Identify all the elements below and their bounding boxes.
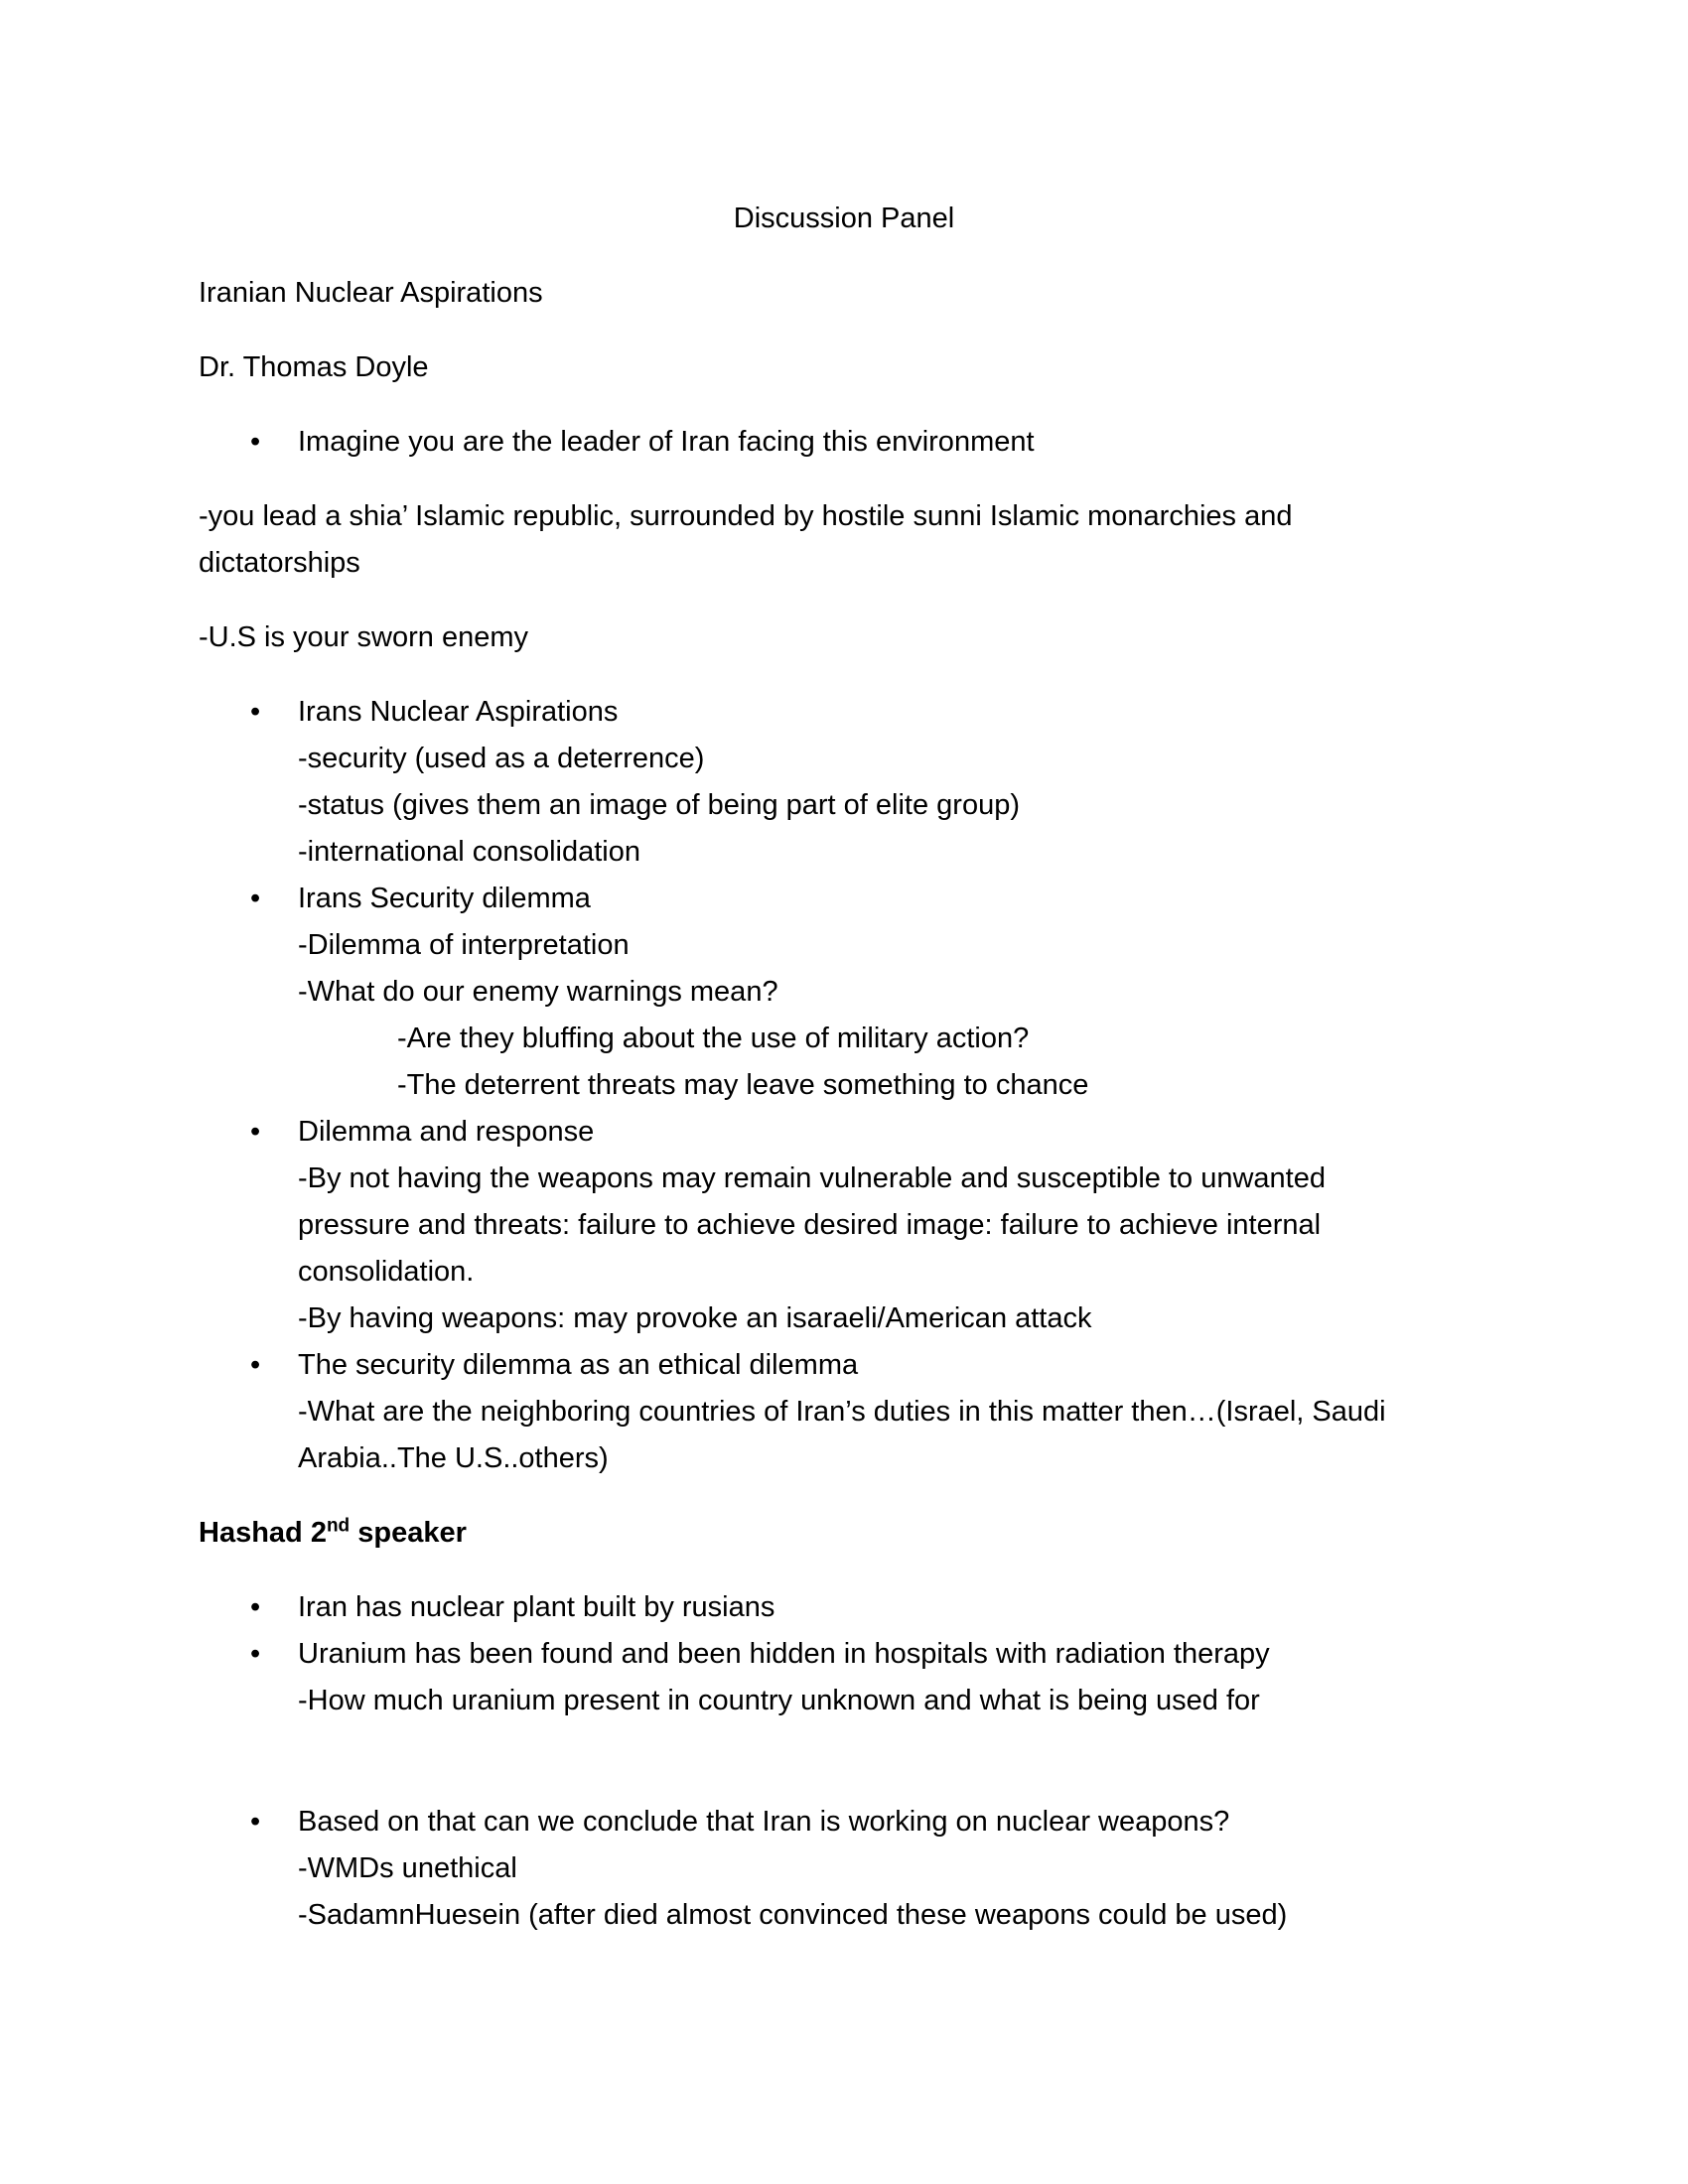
- bullet-text: Based on that can we conclude that Iran is working on nuclear weapons?: [298, 1806, 1230, 1838]
- sub-line: -WMDs unethical: [298, 1852, 517, 1884]
- sub-line: -international consolidation: [298, 836, 640, 868]
- bullet-icon: •: [250, 1806, 261, 1838]
- sub-line: -SadamnHuesein (after died almost convinced these weapons could be used): [298, 1899, 1288, 1931]
- sub-line: -By having weapons: may provoke an isaraeli/American attack: [298, 1302, 1092, 1334]
- intro-subtitle: Iranian Nuclear Aspirations: [199, 277, 543, 309]
- bullet-text: Irans Nuclear Aspirations: [298, 696, 619, 728]
- bullet-icon: •: [250, 426, 261, 458]
- context-paragraph-line: dictatorships: [199, 547, 360, 579]
- enemy-paragraph: -U.S is your sworn enemy: [199, 621, 528, 653]
- hashad-bullet-list-1: [199, 1584, 1489, 1724]
- bullet-item: [199, 1342, 1489, 1482]
- context-paragraph: [199, 493, 1489, 587]
- sub-line: -By not having the weapons may remain vulnerable and susceptible to unwanted: [298, 1162, 1326, 1194]
- bullet-item: [199, 1799, 1489, 1939]
- sub-line: pressure and threats: failure to achieve desired image: failure to achieve internal: [298, 1209, 1322, 1241]
- bullet-text: Imagine you are the leader of Iran facing this environment: [298, 426, 1035, 458]
- bullet-item: [199, 876, 1489, 1109]
- lead-bullet-list: [199, 419, 1489, 466]
- sub-line: -status (gives them an image of being part of elite group): [298, 789, 1020, 821]
- bullet-icon: •: [250, 883, 261, 914]
- sub-line: -The deterrent threats may leave something to chance: [397, 1069, 1089, 1101]
- bullet-text: Dilemma and response: [298, 1116, 595, 1148]
- sub-line: -Are they bluffing about the use of military action?: [397, 1023, 1030, 1054]
- bullet-icon: •: [250, 1116, 261, 1148]
- bullet-item: [199, 689, 1489, 876]
- intro-author: Dr. Thomas Doyle: [199, 351, 429, 383]
- bullet-text: Iran has nuclear plant built by rusians: [298, 1591, 775, 1623]
- bullet-item: [199, 1631, 1489, 1724]
- bullet-icon: •: [250, 1638, 261, 1670]
- bullet-item: [199, 1109, 1489, 1342]
- sub-line: -Dilemma of interpretation: [298, 929, 630, 961]
- section-heading-hashad: [199, 1510, 1489, 1557]
- sub-line: -How much uranium present in country unknown and what is being used for: [298, 1685, 1260, 1716]
- sub-line: -What are the neighboring countries of Iran’s duties in this matter then…(Israel, Saudi: [298, 1396, 1386, 1428]
- bullet-text: The security dilemma as an ethical dilemma: [298, 1349, 859, 1381]
- heading-prefix: Hashad 2: [199, 1517, 327, 1549]
- bullet-item: [199, 419, 1489, 466]
- bullet-icon: •: [250, 1591, 261, 1623]
- sub-line: consolidation.: [298, 1256, 475, 1288]
- heading-suffix: speaker: [350, 1517, 467, 1549]
- context-paragraph-line: -you lead a shia’ Islamic republic, surrounded by hostile sunni Islamic monarchies and: [199, 500, 1293, 532]
- document-title: Discussion Panel: [733, 203, 955, 234]
- sub-line: -What do our enemy warnings mean?: [298, 976, 778, 1008]
- bullet-icon: •: [250, 696, 261, 728]
- doyle-bullet-list: [199, 689, 1489, 1482]
- bullet-icon: •: [250, 1349, 261, 1381]
- sub-line: Arabia..The U.S..others): [298, 1442, 609, 1474]
- bullet-item: [199, 1584, 1489, 1631]
- blank-line-spacer: [199, 1724, 1489, 1799]
- hashad-bullet-list-2: [199, 1799, 1489, 1939]
- bullet-text: Irans Security dilemma: [298, 883, 591, 914]
- sub-line: -security (used as a deterrence): [298, 743, 705, 774]
- bullet-text: Uranium has been found and been hidden in hospitals with radiation therapy: [298, 1638, 1270, 1670]
- heading-ordinal-superscript: nd: [326, 1515, 351, 1537]
